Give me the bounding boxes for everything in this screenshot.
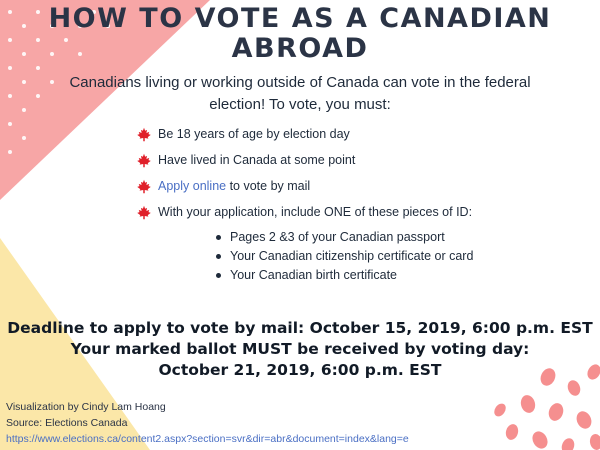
deadline-block: [0, 318, 600, 381]
requirement-apply: [136, 178, 476, 194]
requirement-text: Be 18 years of age by election day: [158, 127, 350, 141]
source-url-link[interactable]: https://www.elections.ca/content2.aspx?section=svr&dir=abr&document=index&lang=e: [6, 433, 409, 445]
requirement-age: [136, 126, 476, 142]
maple-leaf-icon: [136, 205, 152, 220]
requirement-id: [136, 204, 476, 285]
intro-text: Canadians living or working outside of Canada can vote in the federal election! To vote, you must:: [69, 74, 531, 113]
deadline-apply: Deadline to apply to vote by mail: October 15, 2019, 6:00 p.m. EST: [7, 319, 593, 337]
page-title: HOW TO VOTE AS A CANADIAN ABROAD: [48, 3, 552, 64]
id-option-birth-certificate: Your Canadian birth certificate: [216, 266, 476, 285]
requirement-residence: [136, 152, 476, 168]
requirement-text: Have lived in Canada at some point: [158, 153, 356, 167]
id-option-citizenship: Your Canadian citizenship certificate or card: [216, 247, 476, 266]
requirement-text: With your application, include ONE of these pieces of ID:: [158, 205, 473, 219]
maple-leaf-icon: [136, 179, 152, 194]
id-options-list: [158, 228, 476, 285]
requirements-list: [136, 126, 476, 285]
visualization-credit: Visualization by Cindy Lam Hoang: [6, 401, 166, 413]
deadline-ballot: Your marked ballot MUST be received by voting day:: [70, 340, 530, 358]
requirement-text: to vote by mail: [226, 179, 311, 193]
credits: [6, 399, 506, 447]
id-option-passport: Pages 2 &3 of your Canadian passport: [216, 228, 476, 247]
maple-leaf-icon: [136, 153, 152, 168]
maple-leaf-icon: [136, 127, 152, 142]
deadline-ballot-date: October 21, 2019, 6:00 p.m. EST: [158, 361, 442, 379]
source-credit: Source: Elections Canada: [6, 417, 128, 429]
apply-online-link[interactable]: Apply online: [158, 179, 227, 193]
